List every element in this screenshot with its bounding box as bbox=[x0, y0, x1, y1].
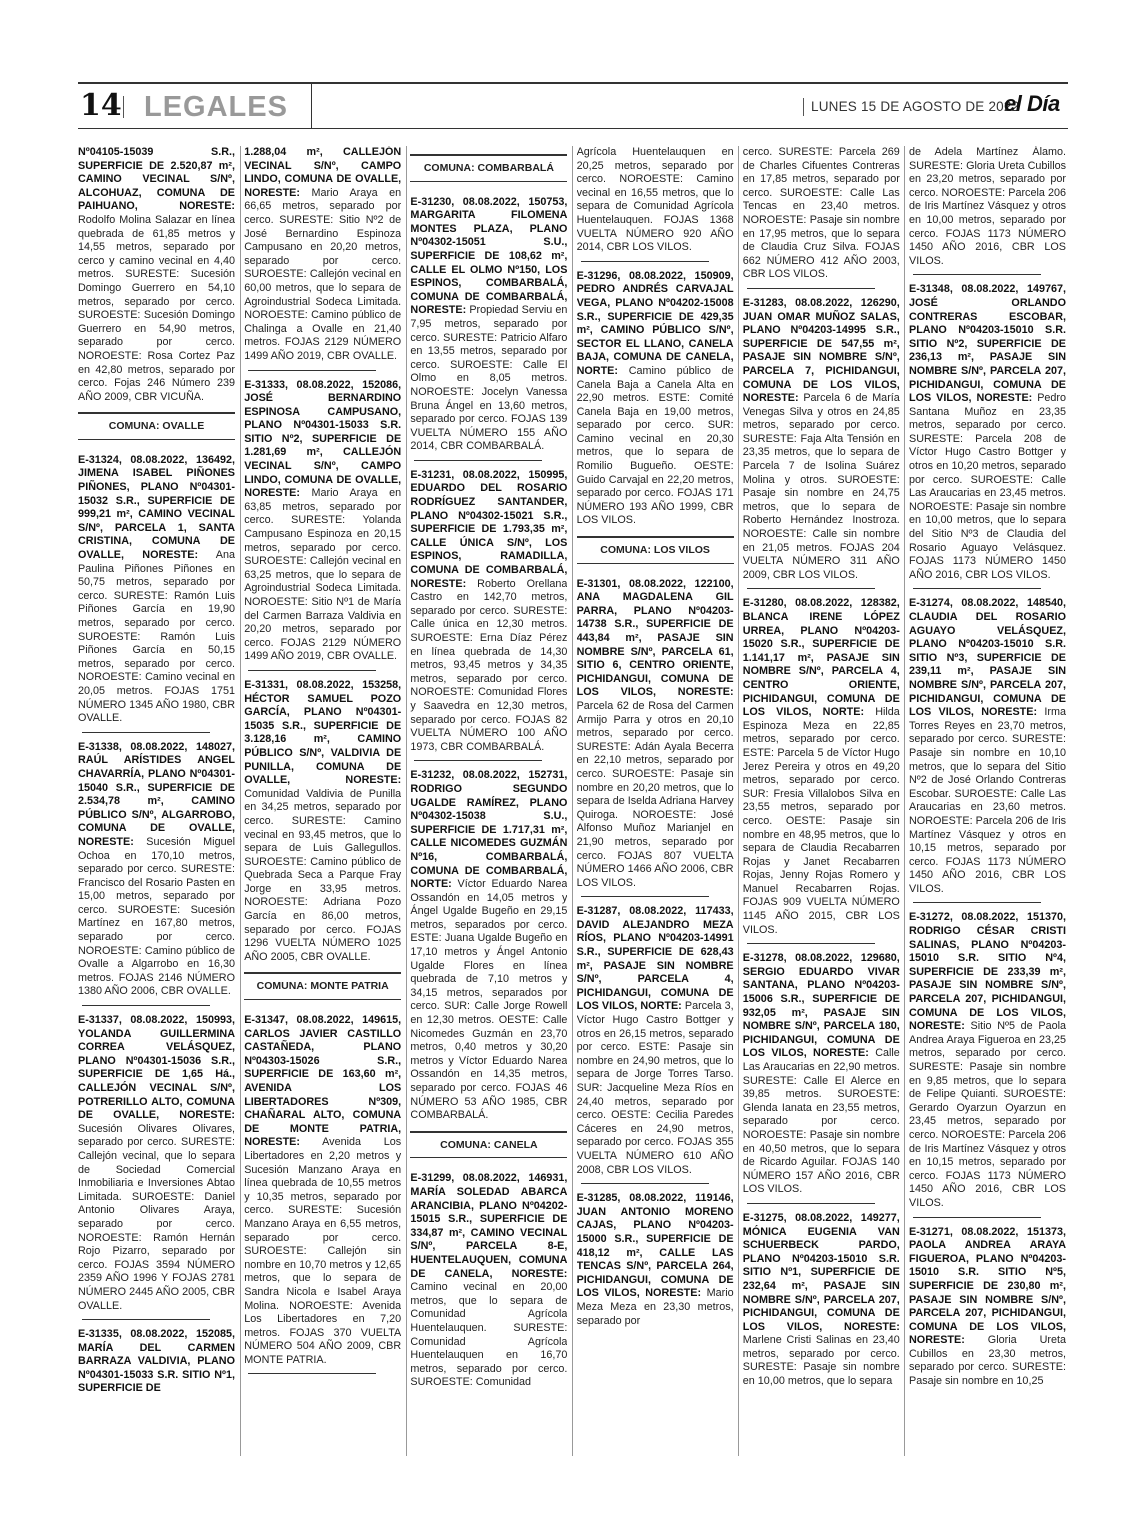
section-title: LEGALES bbox=[144, 91, 288, 123]
header-divider bbox=[311, 82, 312, 128]
notice-heading: E-31230, 08.08.2022, 150753, MARGARITA FILOMENA MONTES PLAZA, PLANO Nº04302-15051 S.U., SUPERFICIE DE 108,62 m², CALLE EL OLMO Nº150, LOS ESPINOS, COMBARBALÁ, COMUNA DE COMBARBALÁ, NORESTE: bbox=[410, 195, 568, 317]
entry-divider bbox=[581, 1183, 709, 1184]
entry-divider bbox=[913, 274, 1041, 275]
notice-heading: E-31348, 08.08.2022, 149767, JOSÉ ORLANDO CONTRERAS ESCOBAR, PLANO Nº04203-15010 S.R. SITIO Nº2, SUPERFICIE DE 236,13 m², PASAJE SIN NOMBRE S/Nº, PARCELA 207, PICHIDANGUI, COMUNA DE LOS VILOS, NORESTE: bbox=[909, 283, 1066, 405]
notice-body: Marlene Cristi Salinas en 23,40 metros, separado por cerco. SURESTE: Pasaje sin nombre en 10,00 metros, que lo separa bbox=[742, 1334, 900, 1388]
notice-body: Avenida Los Libertadores en 2,20 metros y Sucesión Manzano Araya en línea quebrada de 10,55 metros y 10,35 metros, separado por cerco. SURESTE: Sucesión Manzano Araya en 6,55 metros, separado por cerco. SUROESTE: Callejón sin nombre en 10,70 metros y 12,65 metros, que lo separa de Sandra Nicola e Isabel Araya Molina. NOROESTE: Avenida Los Libertadores en 7,20 metros. FOJAS 370 VUELTA NÚMERO 504 AÑO 2009, CBR MONTE PATRIA. bbox=[244, 1136, 402, 1366]
legal-notice bbox=[743, 146, 900, 282]
notice-body: cerco. SURESTE: Parcela 269 de Charles Cifuentes Contreras en 17,85 metros, separado por cerco. SUROESTE: Calle Las Tencas en 23,40 metros. NOROESTE: Pasaje sin nombre en 17,95 metros, que lo separa de Claudia Cruz Silva. FOJAS 662 NÚMERO 412 AÑO 2003, CBR LOS VILOS. bbox=[742, 146, 900, 281]
legal-notice bbox=[244, 679, 401, 964]
text-column bbox=[743, 146, 900, 1456]
notice-heading: E-31324, 08.08.2022, 136492, JIMENA ISABEL PIÑONES PIÑONES, PLANO Nº04301-15032 S.R., SUPERFICIE DE 999,21 m², CAMINO VECINAL S/Nº, PARCELA 1, SANTA CRISTINA, COMUNA DE OVALLE, NORESTE: bbox=[78, 453, 235, 562]
legal-notice bbox=[244, 146, 401, 364]
legal-notice bbox=[909, 146, 1066, 268]
legal-notice bbox=[577, 270, 734, 528]
entry-divider bbox=[248, 370, 376, 371]
legal-notice bbox=[909, 283, 1066, 582]
legal-notice bbox=[909, 911, 1066, 1210]
notice-heading: E-31301, 08.08.2022, 122100, ANA MAGDALENA GIL PARRA, PLANO Nº04203-14738 S.R., SUPERFICIE DE 443,84 m², PASAJE SIN NOMBRE S/Nº, PARCELA 61, SITIO 6, CENTRO ORIENTE, PICHIDANGUI, COMUNA DE LOS VILOS, NORESTE: bbox=[576, 577, 734, 699]
issue-date: LUNES 15 DE AGOSTO DE 2022 bbox=[811, 99, 1020, 114]
comuna-heading: COMUNA: OVALLE bbox=[78, 412, 235, 440]
entry-divider bbox=[248, 1373, 376, 1374]
header-bottom-rule bbox=[78, 128, 1068, 129]
notice-heading: Nº04105-15039 S.R., SUPERFICIE DE 2.520,87 m², CAMINO VECINAL S/Nº, ALCOHUAZ, COMUNA DE PAIHUANO, NORESTE: bbox=[78, 146, 235, 213]
notice-heading: E-31232, 08.08.2022, 152731, RODRIGO SEGUNDO UGALDE RAMÍREZ, PLANO Nº04302-15038 S.U., SUPERFICIE DE 1.717,31 m², CALLE NICOMEDES GUZMÁN Nº16, COMBARBALÁ, COMUNA DE COMBARBALÁ, NORTE: bbox=[410, 769, 568, 891]
notice-body: Parcela 6 de María Venegas Silva y otros en 24,85 metros, separado por cerco. SURESTE: Faja Alta Tensión en 23,35 metros, que lo separa de Parcela 7 de Isolina Suárez Molina y otros. SUROESTE: Pasaje sin nombre en 24,75 metros, que lo separa de Roberto Hernández Inostroza. NOROESTE: Calle sin nombre en 21,05 metros. FOJAS 204 VUELTA NÚMERO 311 AÑO 2009, CBR LOS VILOS. bbox=[742, 392, 900, 581]
notice-heading: E-31296, 08.08.2022, 150909, PEDRO ANDRÉS CARVAJAL VEGA, PLANO Nº04202-15008 S.R., SUPERFICIE DE 429,35 m², CAMINO PÚBLICO S/Nº, SECTOR EL LLANO, CANELA BAJA, COMUNA DE CANELA, NORTE: bbox=[576, 269, 734, 377]
entry-divider bbox=[414, 460, 542, 461]
column-divider bbox=[738, 146, 739, 1456]
entry-divider bbox=[913, 902, 1041, 903]
text-column bbox=[244, 146, 401, 1456]
notice-body: Sitio Nº5 de Paola Andrea Araya Figueroa en 23,25 metros, separado por cerco. SURESTE: Pasaje sin nombre en 9,85 metros, que lo separa de Felipe Quianti. SUROESTE: Gerardo Oyarzun Oyarzun en 23,45 metros, separado por cerco. NOROESTE: Parcela 206 de Iris Martínez Vásquez y otros en 10,15 metros, separado por cerco. FOJAS 1173 NÚMERO 1450 AÑO 2016, CBR LOS VILOS. bbox=[909, 1020, 1066, 1209]
comuna-heading: COMUNA: COMBARBALÁ bbox=[410, 154, 567, 182]
header-top-rule bbox=[78, 82, 1068, 84]
entry-divider bbox=[581, 896, 709, 897]
comuna-heading: COMUNA: CANELA bbox=[410, 1131, 567, 1159]
notice-body: Víctor Eduardo Narea Ossandón en 14,05 metros y Ángel Ugalde Bugeño en 29,15 metros, separados por cerco. ESTE: Juana Ugalde Bugeño en 17,10 metros y Ángel Antonio Ugalde Flores en línea quebrada de 7,10 metros y 34,15 metros, separados por cerco. SUR: Calle Jorge Rowell en 12,30 metros. OESTE: Calle Nicomedes Guzmán en 23,70 metros, 0,40 metros y 30,20 metros y Víctor Eduardo Narea Ossandón en 14,35 metros, separado por cerco. FOJAS 46 NÚMERO 53 AÑO 1985, CBR COMBARBALÁ. bbox=[410, 878, 568, 1122]
legal-notice bbox=[78, 1014, 235, 1313]
legal-notice bbox=[743, 1212, 900, 1389]
column-divider bbox=[572, 146, 573, 1456]
notice-body: Mario Araya en 63,85 metros, separado por cerco. SURESTE: Yolanda Campusano Espinoza en 20,15 metros, separado por cerco. SUROESTE: Callejón vecinal en 63,25 metros, que lo separa de Agroindustrial Sodeca Limitada. NOROESTE: Sitio Nº1 de María del Carmen Barraza Valdivia en 20,20 metros, separado por cerco. FOJAS 2129 NÚMERO 1499 AÑO 2019, CBR OVALLE. bbox=[244, 487, 402, 663]
legal-notice bbox=[244, 379, 401, 664]
newspaper-logo: el Día bbox=[1004, 91, 1060, 116]
notice-body: Sucesión Olivares Olivares, separado por cerco. SURESTE: Callejón vecinal, que lo separa de Sociedad Comercial Inmobiliaria e Inversiones Abtao Limitada. SUROESTE: Daniel Antonio Olivares Araya, separado por cerco. NOROESTE: Ramón Hernán Rojo Pizarro, separado por cerco. FOJAS 3594 NÚMERO 2359 AÑO 1996 Y FOJAS 2781 NÚMERO 2445 AÑO 2005, CBR OVALLE. bbox=[78, 1122, 235, 1312]
legal-notices-columns bbox=[78, 146, 1066, 1456]
notice-heading: E-31271, 08.08.2022, 151373, PAOLA ANDREA ARAYA FIGUEROA, PLANO Nº04203-15010 S.R. SITIO Nº5, SUPERFICIE DE 230,80 m², PASAJE SIN NOMBRE S/Nº, PARCELA 207, PICHIDANGUI, COMUNA DE LOS VILOS, NORESTE: bbox=[909, 1225, 1066, 1347]
text-column bbox=[909, 146, 1066, 1456]
notice-heading: 1.288,04 m², CALLEJÓN VECINAL S/Nº, CAMPO LINDO, COMUNA DE OVALLE, NORESTE: bbox=[244, 146, 402, 199]
legal-notice bbox=[78, 454, 235, 726]
entry-divider bbox=[248, 670, 376, 671]
notice-heading: E-31335, 08.08.2022, 152085, MARÍA DEL CARMEN BARRAZA VALDIVIA, PLANO Nº04301-15033 S.R. SITIO Nº1, SUPERFICIE DE bbox=[78, 1328, 235, 1395]
notice-heading: E-31333, 08.08.2022, 152086, JOSÉ BERNARDINO ESPINOSA CAMPUSANO, PLANO Nº04301-15033 S.R. SITIO Nº2, SUPERFICIE DE 1.281,69 m², CALLEJÓN VECINAL S/Nº, CAMPO LINDO, COMUNA DE OVALLE, NORESTE: bbox=[244, 378, 402, 500]
notice-heading: E-31299, 08.08.2022, 146931, MARÍA SOLEDAD ABARCA ARANCIBIA, PLANO Nº04202-15015 S.R., SUPERFICIE DE 334,87 m², CAMINO VECINAL S/Nº, PARCELA 8-E, HUENTELAUQUEN, COMUNA DE CANELA, NORESTE: bbox=[410, 1172, 568, 1280]
entry-divider bbox=[82, 732, 210, 733]
notice-body: Propiedad Serviu en 7,95 metros, separado por cerco. SURESTE: Patricio Alfaro en 13,55 metros, separado por cerco. SUROESTE: Calle El Olmo en 8,05 metros. NOROESTE: Jocelyn Vanessa Bruna Ángel en 13,60 metros, separado por cerco. FOJAS 139 VUELTA NÚMERO 155 AÑO 2014, CBR COMBARBALÁ. bbox=[410, 304, 568, 453]
legal-notice bbox=[577, 146, 734, 255]
notice-body: Roberto Orellana Castro en 142,70 metros, separado por cerco. SURESTE: Calle única en 12,30 metros. SUROESTE: Erna Díaz Pérez en línea quebrada de 14,30 metros, 93,45 metros y 34,35 metros, separado por cerco. NOROESTE: Comunidad Flores y Saavedra en 12,30 metros, separado por cerco. FOJAS 82 VUELTA NÚMERO 100 AÑO 1973, CBR COMBARBALÁ. bbox=[410, 577, 568, 753]
legal-notice bbox=[410, 769, 567, 1122]
notice-body: Sucesión Miguel Ochoa en 170,10 metros, separado por cerco. SURESTE: Francisco del Rosario Pasten en 15,00 metros, separado por cerco. SUROESTE: Sucesión Martínez en 167,80 metros, separado por cerco. NOROESTE: Camino público de Ovalle a Algarrobo en 16,30 metros. FOJAS 2146 NÚMERO 1380 AÑO 2006, CBR OVALLE. bbox=[78, 835, 235, 998]
notice-heading: E-31272, 08.08.2022, 151370, RODRIGO CÉSAR CRISTI SALINAS, PLANO Nº04203-15010 S.R. SITIO Nº4, SUPERFICIE DE 233,39 m², PASAJE SIN NOMBRE S/Nº, PARCELA 207, PICHIDANGUI, COMUNA DE LOS VILOS, NORESTE: bbox=[909, 911, 1066, 1033]
notice-heading: E-31347, 08.08.2022, 149615, CARLOS JAVIER CASTILLO CASTAÑEDA, PLANO Nº04303-15026 S.R., SUPERFICIE DE 163,60 m², AVENIDA LOS LIBERTADORES Nº309, CHAÑARAL ALTO, COMUNA DE MONTE PATRIA, NORESTE: bbox=[244, 1014, 402, 1149]
column-divider bbox=[406, 146, 407, 1456]
text-column bbox=[410, 146, 567, 1456]
notice-body: Comunidad Valdivia de Punilla en 34,25 metros, separado por cerco. SURESTE: Camino vecinal en 93,45 metros, que lo separa de Luis Gallegullos. SUROESTE: Camino público de Quebrada Seca a Parque Fray Jorge en 33,95 metros. NOROESTE: Adriana Pozo García en 86,00 metros, separado por cerco. FOJAS 1296 VUELTA NÚMERO 1025 AÑO 2005, CBR OVALLE. bbox=[244, 787, 402, 963]
entry-divider bbox=[913, 1217, 1041, 1218]
notice-body: Rodolfo Molina Salazar en línea quebrada de 61,85 metros y 14,55 metros, separado por cerco y camino vecinal en 4,40 metros. SURESTE: Sucesión Domingo Guerrero en 54,10 metros, separado por cerco. SUROESTE: Sucesión Domingo Guerrero en 54,90 metros, separado por cerco. NOROESTE: Rosa Cortez Paz en 42,80 metros, separado por cerco. Fojas 246 Número 239 AÑO 2009, CBR VICUÑA. bbox=[78, 213, 235, 403]
legal-notice bbox=[78, 146, 235, 404]
notice-body: Mario Meza Meza en 23,30 metros, separado por bbox=[576, 1287, 734, 1327]
notice-body: Parcela 62 de Rosa del Carmen Armijo Parra y otros en 20,10 metros, separado por cerco. SURESTE: Adán Ayala Becerra en 22,10 metros, separado por cerco. SUROESTE: Pasaje sin nombre en 20,20 metros, que lo separa de Iselda Adriana Harvey Quiroga. NOROESTE: José Alfonso Muñoz Marianjel en 21,90 metros, separado por cerco. FOJAS 807 VUELTA NÚMERO 1466 AÑO 2006, CBR LOS VILOS. bbox=[576, 699, 734, 889]
notice-heading: E-31275, 08.08.2022, 149277, MÓNICA EUGENIA VAN SCHUERBECK PARDO, PLANO Nº04203-15010 S.R. SITIO Nº1, SUPERFICIE DE 232,64 m², PASAJE SIN NOMBRE S/Nº, PARCELA 207, PICHIDANGUI, COMUNA DE LOS VILOS, NORESTE: bbox=[742, 1211, 900, 1333]
header-divider bbox=[803, 98, 804, 116]
header-divider bbox=[123, 96, 124, 118]
notice-body: de Adela Martínez Álamo. SURESTE: Gloria Ureta Cubillos en 23,20 metros, separado por cerco. NOROESTE: Parcela 206 de Iris Martínez Vásquez y otros en 10,00 metros, separado por cerco. FOJAS 1173 NÚMERO 1450 AÑO 2016, CBR LOS VILOS. bbox=[909, 146, 1066, 267]
notice-body: Ana Paulina Piñones Piñones en 50,75 metros, separado por cerco. SURESTE: Ramón Luis Piñones García en 19,90 metros, separado por cerco. SUROESTE: Ramón Luis Piñones García en 50,15 metros, separado por cerco. NOROESTE: Camino vecinal en 20,05 metros. FOJAS 1751 NÚMERO 1345 AÑO 1980, CBR OVALLE. bbox=[78, 549, 235, 725]
entry-divider bbox=[414, 760, 542, 761]
notice-heading: E-31278, 08.08.2022, 129680, SERGIO EDUARDO VIVAR SANTANA, PLANO Nº04203-15006 S.R., SUPERFICIE DE 932,05 m², PASAJE SIN NOMBRE S/Nº, PARCELA 180, PICHIDANGUI, COMUNA DE LOS VILOS, NORESTE: bbox=[742, 952, 900, 1060]
legal-notice bbox=[78, 741, 235, 999]
column-divider bbox=[904, 146, 905, 1456]
notice-heading: E-31287, 08.08.2022, 117433, DAVID ALEJANDRO MEZA RÍOS, PLANO Nº04203-14991 S.R., SUPERFICIE DE 628,43 m², PASAJE SIN NOMBRE S/Nº, PARCELA 4, PICHIDANGUI, COMUNA DE LOS VILOS, NORTE: bbox=[576, 905, 734, 1013]
page-number: 14 bbox=[80, 88, 122, 123]
legal-notice bbox=[244, 1014, 401, 1367]
legal-notice bbox=[743, 297, 900, 582]
legal-notice bbox=[78, 1328, 235, 1396]
entry-divider bbox=[581, 261, 709, 262]
legal-notice bbox=[410, 469, 567, 754]
notice-heading: E-31331, 08.08.2022, 153258, HÉCTOR SAMUEL POZO GARCÍA, PLANO Nº04301-15035 S.R., SUPERFICIE DE 3.128,16 m², CAMINO PÚBLICO S/Nº, VALDIVIA DE PUNILLA, COMUNA DE OVALLE, NORESTE: bbox=[244, 678, 402, 787]
notice-body: Hilda Espinoza Meza en 22,85 metros, separado por cerco. ESTE: Parcela 5 de Víctor Hugo Jerez Pereira y otros en 49,20 metros, separado por cerco. SUR: Fresia Villalobos Silva en 23,55 metros, separado por cerco. OESTE: Pasaje sin nombre en 48,95 metros, que lo separa de Claudia Recabarren Rojas y Janet Recabarren Rojas, Jenny Rojas Romero y Manuel Recabarren Rojas. FOJAS 909 VUELTA NÚMERO 1145 AÑO 2015, CBR LOS VILOS. bbox=[742, 706, 900, 936]
notice-body: Gloria Ureta Cubillos en 23,30 metros, separado por cerco. SURESTE: Pasaje sin nombre en 10,25 bbox=[909, 1334, 1066, 1388]
entry-divider bbox=[747, 943, 875, 944]
entry-divider bbox=[747, 288, 875, 289]
legal-notice bbox=[410, 1172, 567, 1390]
legal-notice bbox=[743, 597, 900, 937]
comuna-heading: COMUNA: MONTE PATRIA bbox=[244, 972, 401, 1000]
legal-notice bbox=[410, 196, 567, 454]
notice-body: Pedro Santana Muñoz en 23,35 metros, separado por cerco. SURESTE: Parcela 208 de Víctor Hugo Castro Bottger y otros en 10,20 metros, separado por cerco. SUROESTE: Calle Las Araucarias en 23,45 metros. NOROESTE: Pasaje sin nombre en 10,00 metros, que lo separa del Sitio Nº3 de Claudia del Rosario Aguayo Velásquez. FOJAS 1173 NÚMERO 1450 AÑO 2016, CBR LOS VILOS. bbox=[909, 392, 1066, 581]
notice-body: Camino vecinal en 20,00 metros, que lo separa de Comunidad Agrícola Huentelauquen. SURESTE: Comunidad Agrícola Huentelauquen en 16,70 metros, separado por cerco. SUROESTE: Comunidad bbox=[410, 1281, 568, 1389]
notice-body: Irma Torres Reyes en 23,70 metros, separado por cerco. SURESTE: Pasaje sin nombre en 10,10 metros, que lo separa del Sitio Nº2 de José Orlando Contreras Escobar. SUROESTE: Calle Las Araucarias en 23,60 metros. NOROESTE: Parcela 206 de Iris Martínez Vásquez y otros en 10,15 metros, separado por cerco. FOJAS 1173 NÚMERO 1450 AÑO 2016, CBR LOS VILOS. bbox=[909, 706, 1066, 895]
entry-divider bbox=[82, 1319, 210, 1320]
legal-notice bbox=[577, 1192, 734, 1328]
text-column bbox=[78, 146, 235, 1456]
page-header bbox=[78, 82, 1068, 130]
notice-body: Calle Las Araucarias en 22,90 metros. SURESTE: Calle El Alerce en 39,85 metros. SUROESTE: Glenda Ianata en 23,55 metros, separado por cerco. NOROESTE: Pasaje sin nombre en 40,50 metros, que lo separa de Ricardo Aguilar. FOJAS 140 NÚMERO 157 AÑO 2016, CBR LOS VILOS. bbox=[742, 1047, 900, 1196]
notice-heading: E-31283, 08.08.2022, 126290, JUAN OMAR MUÑOZ SALAS, PLANO Nº04203-14995 S.R., SUPERFICIE DE 547,55 m², PASAJE SIN NOMBRE S/Nº, PARCELA 7, PICHIDANGUI, COMUNA DE LOS VILOS, NORESTE: bbox=[742, 296, 900, 405]
legal-notice bbox=[909, 597, 1066, 896]
notice-body: Camino público de Canela Baja a Canela Alta en 22,90 metros. ESTE: Comité Canela Baja en 19,00 metros, separado por cerco. SUR: Camino vecinal en 20,30 metros, que lo separa de Romilio Bugueño. OESTE: Guido Carvajal en 22,20 metros, separado por cerco. FOJAS 171 NÚMERO 193 AÑO 1999, CBR LOS VILOS. bbox=[576, 364, 734, 527]
entry-divider bbox=[747, 1203, 875, 1204]
legal-notice bbox=[909, 1226, 1066, 1389]
notice-heading: E-31280, 08.08.2022, 128382, BLANCA IRENE LÓPEZ URREA, PLANO Nº04203-15020 S.R., SUPERFICIE DE 1.141,17 m², PASAJE SIN NOMBRE S/Nº, PARCELA 4, CENTRO ORIENTE, PICHIDANGUI, COMUNA DE LOS VILOS, NORTE: bbox=[742, 597, 900, 719]
legal-notice bbox=[743, 952, 900, 1197]
notice-heading: E-31285, 08.08.2022, 119146, JUAN ANTONIO MORENO CAJAS, PLANO Nº04203-15000 S.R., SUPERFICIE DE 418,12 m², CALLE LAS TENCAS S/Nº, PARCELA 264, PICHIDANGUI, COMUNA DE LOS VILOS, NORESTE: bbox=[576, 1192, 734, 1300]
notice-heading: E-31274, 08.08.2022, 148540, CLAUDIA DEL ROSARIO AGUAYO VELÁSQUEZ, PLANO Nº04203-15010 S.R. SITIO Nº3, SUPERFICIE DE 239,11 m², PASAJE SIN NOMBRE S/Nº, PARCELA 207, PICHIDANGUI, COMUNA DE LOS VILOS, NORESTE: bbox=[909, 597, 1066, 719]
notice-body: Parcela 3, Víctor Hugo Castro Bottger y otros en 26,15 metros, separado por cerco. ESTE: Pasaje sin nombre en 24,90 metros, que lo separa de Jorge Torres Tarso. SUR: Jacqueline Meza Ríos en 24,40 metros, separado por cerco. OESTE: Cecilia Paredes Cáceres en 24,90 metros, separado por cerco. FOJAS 355 VUELTA NÚMERO 610 AÑO 2008, CBR LOS VILOS. bbox=[576, 1000, 734, 1176]
notice-heading: E-31231, 08.08.2022, 150995, EDUARDO DEL ROSARIO RODRÍGUEZ SANTANDER, PLANO Nº04302-15021 S.R., SUPERFICIE DE 1.793,35 m², CALLE ÚNICA S/Nº, LOS ESPINOS, RAMADILLA, COMUNA DE COMBARBALÁ, NORESTE: bbox=[410, 468, 568, 590]
notice-body: Agrícola Huentelauquen en 20,25 metros, separado por cerco. NOROESTE: Camino vecinal en 16,55 metros, que lo separa de Comunidad Agrícola Huentelauquen. FOJAS 1368 VUELTA NÚMERO 920 AÑO 2014, CBR LOS VILOS. bbox=[576, 146, 734, 254]
legal-notice bbox=[577, 905, 734, 1177]
entry-divider bbox=[913, 588, 1041, 589]
column-divider bbox=[240, 146, 241, 1456]
comuna-heading: COMUNA: LOS VILOS bbox=[577, 536, 734, 564]
notice-heading: E-31338, 08.08.2022, 148027, RAÚL ARÍSTIDES ANGEL CHAVARRÍA, PLANO Nº04301-15040 S.R., SUPERFICIE DE 2.534,78 m², CAMINO PÚBLICO S/Nº, ALGARROBO, COMUNA DE OVALLE, NORESTE: bbox=[78, 740, 235, 848]
entry-divider bbox=[82, 1005, 210, 1006]
entry-divider bbox=[747, 588, 875, 589]
notice-body: Mario Araya en 66,65 metros, separado por cerco. SURESTE: Sitio Nº2 de José Bernardino Espinoza Campusano en 20,20 metros, separado por cerco. SUROESTE: Callejón vecinal en 60,00 metros, que lo separa de Agroindustrial Sodeca Limitada. NOROESTE: Camino público de Chalinga a Ovalle en 21,40 metros. FOJAS 2129 NÚMERO 1499 AÑO 2019, CBR OVALLE. bbox=[244, 186, 402, 362]
legal-notice bbox=[577, 578, 734, 891]
text-column bbox=[577, 146, 734, 1456]
notice-heading: E-31337, 08.08.2022, 150993, YOLANDA GUILLERMINA CORREA VELÁSQUEZ, PLANO Nº04301-15036 S.R., SUPERFICIE DE 1,65 Há., CALLEJÓN VECINAL S/Nº, POTRERILLO ALTO, COMUNA DE OVALLE, NORESTE: bbox=[78, 1014, 235, 1122]
